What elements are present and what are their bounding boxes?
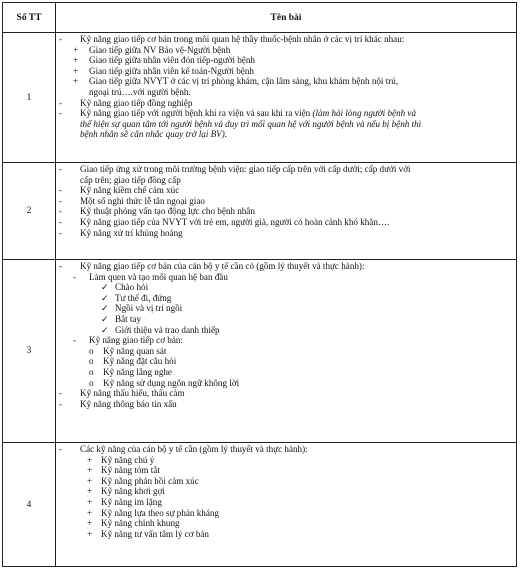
item-text-normal: Kỹ năng lắng nghe — [103, 366, 172, 377]
item-text-normal: Kỹ năng thông báo tin xấu — [80, 398, 177, 409]
header-lesson-name: Tên bài — [56, 3, 517, 33]
item-text-normal: Bắt tay — [115, 313, 142, 324]
list-item — [59, 217, 514, 228]
list-item — [59, 272, 514, 283]
list-item — [59, 76, 514, 87]
table-body — [3, 33, 517, 567]
item-text-normal: Kỹ năng giao tiếp của NVYT với trẻ em, người già, người có hoàn cảnh khó khăn…. — [80, 216, 390, 227]
bullet-marker: - — [59, 206, 63, 217]
item-text-normal: Kỹ năng giao tiếp đồng nghiệp — [80, 97, 193, 108]
item-text — [101, 476, 514, 487]
item-text — [89, 272, 514, 283]
item-text — [80, 98, 514, 109]
list-item — [59, 455, 514, 466]
list-item — [59, 335, 514, 346]
list-item — [59, 378, 514, 389]
item-text-normal: Giao tiếp giữa nhân viên đón tiếp-người bệnh — [89, 55, 255, 66]
list-item — [59, 261, 514, 272]
list-item — [59, 175, 514, 186]
item-text — [80, 175, 514, 186]
lesson-content — [56, 163, 517, 260]
list-item — [59, 444, 514, 455]
header-stt: Số TT — [3, 3, 56, 33]
lesson-content — [56, 260, 517, 443]
checkmark-icon: ✓ — [101, 303, 109, 314]
list-item — [59, 185, 514, 196]
row-number: 3 — [3, 260, 56, 443]
bullet-marker: o — [89, 345, 94, 356]
item-text-normal: Giao tiếp ứng xử trong môi trường bệnh viện: giao tiếp cấp trên với cấp dưới; cấp dưới với — [80, 164, 411, 174]
item-text — [115, 314, 514, 325]
checkmark-icon: ✓ — [101, 292, 109, 303]
bullet-marker: - — [59, 34, 63, 44]
item-text — [101, 518, 514, 529]
item-text-italic: bệnh nhân sẽ cân nhắc quay trở lại BV). — [80, 129, 228, 140]
item-text — [115, 303, 514, 314]
item-text-normal: Giao tiếp giữa NVYT ở các vị trí phòng khám, cận lâm sàng, khu khám bệnh nội trú, — [89, 76, 399, 87]
item-text — [115, 325, 514, 336]
bullet-marker: - — [73, 271, 77, 282]
bullet-marker: + — [87, 528, 93, 539]
table-row — [3, 163, 517, 260]
list-item — [59, 45, 514, 56]
item-text-normal: Kỹ thuật phỏng vấn tạo động lực cho bệnh nhân — [80, 206, 255, 217]
item-text — [89, 45, 514, 56]
item-text — [80, 444, 514, 455]
bullet-marker: + — [87, 475, 93, 486]
list-item — [59, 129, 514, 140]
item-text-normal: Kỹ năng giao tiếp cơ bản trong môi quan hệ thầy thuốc-bệnh nhân ở các vị trí khác nhau: — [80, 34, 405, 44]
list-item — [59, 119, 514, 130]
list-item — [59, 303, 514, 314]
item-text-normal: Kỹ năng giao tiếp cơ bản của cán bộ y tế cần có (gồm lý thuyết và thực hành): — [80, 261, 365, 271]
bullet-marker: - — [59, 398, 63, 409]
list-item — [59, 206, 514, 217]
item-text-normal: Kỹ năng thấu hiểu, thấu cảm — [80, 388, 185, 399]
item-text-normal: Kỹ năng khơi gợi — [101, 486, 165, 497]
bullet-marker: - — [59, 388, 63, 399]
item-text — [80, 34, 514, 45]
item-text — [80, 388, 514, 399]
item-text — [80, 119, 514, 130]
list-item — [59, 346, 514, 357]
list-item — [59, 314, 514, 325]
item-text-normal: cấp trên; giao tiếp đồng cấp — [80, 174, 181, 185]
item-text-normal: Kỹ năng im lặng — [101, 496, 162, 507]
item-text — [80, 164, 514, 175]
item-text — [101, 508, 514, 519]
bullet-marker: + — [87, 496, 93, 507]
item-text — [89, 87, 514, 98]
item-text-normal: Ngồi và vị trí ngồi — [115, 303, 183, 314]
list-item — [59, 367, 514, 378]
item-text — [80, 261, 514, 272]
list-item — [59, 497, 514, 508]
bullet-marker: + — [87, 465, 93, 476]
item-text-normal: Kỹ năng quan sát — [103, 345, 167, 356]
item-text — [80, 196, 514, 207]
list-item — [59, 518, 514, 529]
list-item — [59, 399, 514, 410]
item-text-normal: Chào hỏi — [115, 282, 149, 293]
item-text-normal: Kỹ năng đặt câu hỏi — [103, 356, 177, 367]
list-item — [59, 196, 514, 207]
item-text — [80, 217, 514, 228]
bullet-marker: - — [59, 108, 63, 119]
list-item — [59, 486, 514, 497]
item-text — [89, 76, 514, 87]
bullet-marker: + — [73, 55, 79, 66]
item-text — [101, 465, 514, 476]
item-text-normal: Kỹ năng tóm tắt — [101, 465, 160, 476]
bullet-marker: o — [89, 366, 94, 377]
item-text — [89, 335, 514, 346]
bullet-marker: - — [59, 227, 63, 238]
list-item — [59, 164, 514, 175]
list-item — [59, 55, 514, 66]
table-row — [3, 443, 517, 567]
list-item — [59, 98, 514, 109]
bullet-marker: + — [73, 76, 79, 87]
item-text — [89, 66, 514, 77]
item-text-normal: Kỹ năng tư vấn tâm lý cơ bản — [101, 528, 209, 539]
bullet-marker: + — [87, 518, 93, 529]
item-text-normal: Kỹ năng lựa theo sự phản kháng — [101, 507, 219, 518]
item-text-normal: Các kỹ năng của cán bộ y tế cần (gồm lý thuyết và thực hành): — [80, 444, 308, 454]
item-text-normal: ngoại trú….với người bệnh. — [89, 86, 191, 97]
list-item — [59, 108, 514, 119]
item-text — [80, 108, 514, 119]
list-item — [59, 529, 514, 540]
bullet-marker: + — [73, 65, 79, 76]
lesson-content — [56, 33, 517, 163]
item-text-normal: Kỹ năng sử dụng ngôn ngữ không lời — [103, 377, 240, 388]
list-item — [59, 87, 514, 98]
checkmark-icon: ✓ — [101, 324, 109, 335]
item-text-normal: Kỹ năng kiềm chế cảm xúc — [80, 185, 180, 196]
bullet-marker: - — [59, 195, 63, 206]
item-text-normal: Kỹ năng chỉnh khung — [101, 518, 180, 529]
item-text-italic: thể hiện sự quan tâm tới người bệnh và duy trì mối quan hệ với người bệnh và nếu bị bệnh thì — [80, 118, 422, 129]
item-text-normal: Kỹ năng giao tiếp cơ bản: — [89, 335, 183, 346]
item-text — [89, 55, 514, 66]
bullet-marker: - — [59, 185, 63, 196]
row-number: 4 — [3, 443, 56, 567]
item-text-normal: Kỹ năng giao tiếp với người bệnh khi ra viện và sau khi ra viện — [80, 108, 313, 119]
row-number: 2 — [3, 163, 56, 260]
bullet-marker: + — [87, 507, 93, 518]
bullet-marker: - — [59, 216, 63, 227]
item-text-normal: Một số nghi thức lễ tân ngoại giao — [80, 195, 205, 206]
bullet-marker: - — [73, 335, 77, 346]
bullet-marker: + — [73, 44, 79, 55]
row-number: 1 — [3, 33, 56, 163]
lesson-content — [56, 443, 517, 567]
list-item — [59, 356, 514, 367]
item-text — [103, 346, 514, 357]
item-text-italic: (làm hài lòng người bệnh và — [312, 108, 417, 119]
bullet-marker: + — [87, 486, 93, 497]
item-text — [103, 378, 514, 389]
item-text-normal: Kỹ năng chú ý — [101, 454, 155, 465]
item-text — [101, 529, 514, 540]
item-text — [115, 282, 514, 293]
list-item — [59, 228, 514, 239]
list-item — [59, 465, 514, 476]
list-item — [59, 388, 514, 399]
item-text — [103, 367, 514, 378]
item-text-normal: Kỹ năng phản hồi cảm xúc — [101, 475, 199, 486]
table-row — [3, 260, 517, 443]
item-text — [103, 356, 514, 367]
list-item — [59, 34, 514, 45]
item-text-normal: Tư thế đi, đứng — [115, 292, 172, 303]
bullet-marker: - — [59, 261, 63, 271]
item-text — [80, 206, 514, 217]
table-header-row — [3, 3, 517, 33]
bullet-marker: o — [89, 377, 94, 388]
item-text — [101, 497, 514, 508]
curriculum-table — [2, 2, 517, 567]
checkmark-icon: ✓ — [101, 313, 109, 324]
list-item — [59, 293, 514, 304]
list-item — [59, 476, 514, 487]
bullet-marker: + — [87, 454, 93, 465]
list-item — [59, 282, 514, 293]
item-text-normal: Kỹ năng xử trí khủng hoảng — [80, 227, 183, 238]
item-text — [101, 455, 514, 466]
item-text — [80, 129, 514, 140]
list-item — [59, 325, 514, 336]
item-text — [80, 399, 514, 410]
item-text-normal: Giao tiếp giữa NV Bảo vệ-Người bệnh — [89, 44, 231, 55]
item-text-normal: Làm quen và tạo mối quan hệ ban đầu — [89, 271, 228, 282]
item-text-normal: Giao tiếp giữa nhân viên kế toán-Người bệnh — [89, 65, 254, 76]
item-text — [80, 185, 514, 196]
list-item — [59, 508, 514, 519]
checkmark-icon: ✓ — [101, 282, 109, 293]
bullet-marker: - — [59, 164, 63, 174]
item-text — [80, 228, 514, 239]
item-text-normal: Giới thiệu và trao danh thiếp — [115, 324, 220, 335]
item-text — [115, 293, 514, 304]
bullet-marker: - — [59, 444, 63, 454]
table-row — [3, 33, 517, 163]
list-item — [59, 66, 514, 77]
bullet-marker: o — [89, 356, 94, 367]
bullet-marker: - — [59, 97, 63, 108]
item-text — [101, 486, 514, 497]
